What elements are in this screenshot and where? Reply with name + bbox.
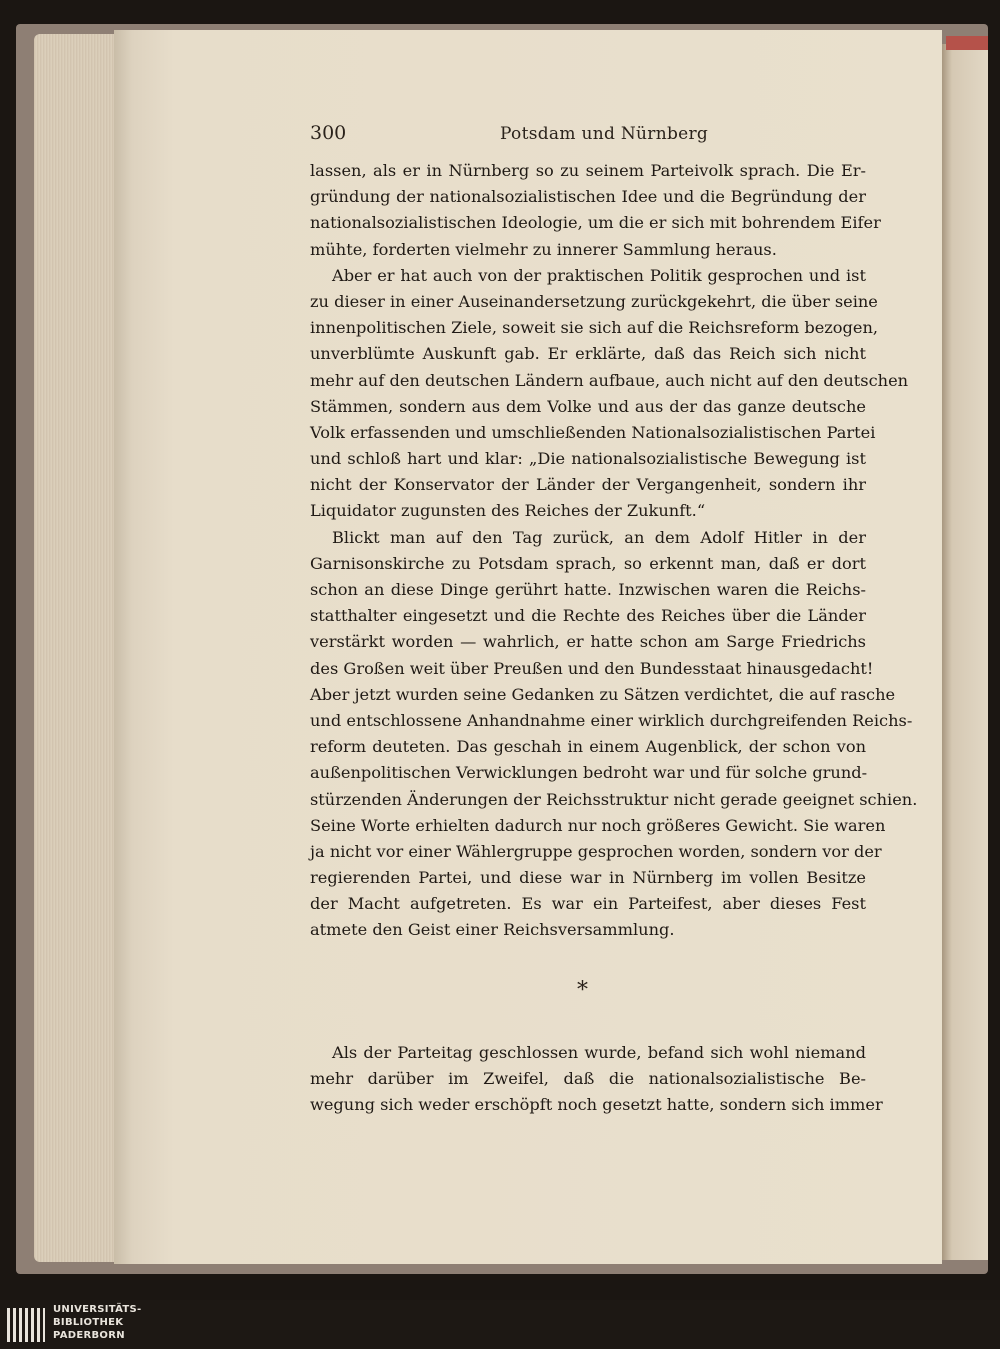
text-line: Blickt man auf den Tag zurück, an dem Adolf Hitler in der xyxy=(332,527,866,547)
text-line: Stämmen, sondern aus dem Volke und aus der das ganze deutsche xyxy=(310,396,866,416)
text-line: statthalter eingesetzt und die Rechte des Reiches über die Länder xyxy=(310,606,866,626)
text-line: Liquidator zugunsten des Reiches der Zukunft.“ xyxy=(310,501,706,521)
section-separator: * xyxy=(577,978,588,1003)
text-line: ja nicht vor einer Wählergruppe gesprochen worden, sondern vor der xyxy=(310,841,882,861)
text-line: mehr auf den deutschen Ländern aufbaue, auch nicht auf den deutschen xyxy=(310,370,909,390)
page-edges xyxy=(34,34,114,1262)
body-text xyxy=(310,158,918,944)
running-head: Potsdam und Nürnberg xyxy=(500,124,709,144)
spine-band xyxy=(946,36,988,50)
page-number: 300 xyxy=(310,122,347,144)
library-footer xyxy=(0,1300,1000,1349)
text-line: Seine Worte erhielten dadurch nur noch größeres Gewicht. Sie waren xyxy=(310,815,886,835)
text-line: schon an diese Dinge gerührt hatte. Inzwischen waren die Reichs- xyxy=(310,580,866,599)
body-text-continued xyxy=(310,1040,883,1119)
text-line: reform deuteten. Das geschah in einem Augenblick, der schon von xyxy=(310,737,866,757)
text-line: Als der Parteitag geschlossen wurde, befand sich wohl niemand xyxy=(332,1043,866,1062)
text-line: der Macht aufgetreten. Es war ein Parteifest, aber dieses Fest xyxy=(310,894,866,914)
text-line: innenpolitischen Ziele, soweit sie sich auf die Reichsreform bezogen, xyxy=(310,318,879,338)
text-line: nationalsozialistischen Ideologie, um die er sich mit bohrendem Eifer xyxy=(310,213,881,233)
text-line: lassen, als er in Nürnberg so zu seinem Parteivolk sprach. Die Er- xyxy=(310,161,866,180)
text-line: gründung der nationalsozialistischen Idee und die Begründung der xyxy=(310,187,866,207)
logo-line: BIBLIOTHEK xyxy=(53,1317,124,1328)
next-page-edge xyxy=(942,44,988,1260)
text-line: und schloß hart und klar: „Die nationalsozialistische Bewegung ist xyxy=(310,449,866,469)
text-line: Aber jetzt wurden seine Gedanken zu Sätzen verdichtet, die auf rasche xyxy=(310,684,896,704)
text-line: Aber er hat auch von der praktischen Politik gesprochen und ist xyxy=(332,265,866,285)
text-line: atmete den Geist einer Reichsversammlung. xyxy=(310,920,675,940)
text-line: zu dieser in einer Auseinandersetzung zurückgekehrt, die über seine xyxy=(310,291,878,311)
text-line: mehr darüber im Zweifel, daß die nationalsozialistische Be- xyxy=(310,1069,866,1089)
logo-line: PADERBORN xyxy=(53,1330,125,1341)
text-line: wegung sich weder erschöpft noch gesetzt hatte, sondern sich immer xyxy=(310,1095,883,1115)
text-line: mühte, forderten vielmehr zu innerer Sammlung heraus. xyxy=(310,239,777,259)
text-line: Garnisonskirche zu Potsdam sprach, so erkennt man, daß er dort xyxy=(310,553,866,573)
text-line: stürzenden Änderungen der Reichsstruktur nicht gerade geeignet schien. xyxy=(310,789,918,809)
text-line: des Großen weit über Preußen und den Bundesstaat hinausgedacht! xyxy=(310,658,874,678)
library-logo-icon xyxy=(6,1306,46,1344)
text-line: Volk erfassenden und umschließenden Nationalsozialistischen Partei xyxy=(310,422,876,442)
text-line: verstärkt worden — wahrlich, er hatte schon am Sarge Friedrichs xyxy=(310,632,866,652)
text-line: unverblümte Auskunft gab. Er erklärte, daß das Reich sich nicht xyxy=(310,344,866,364)
text-line: außenpolitischen Verwicklungen bedroht war und für solche grund- xyxy=(310,763,868,783)
text-line: und entschlossene Anhandnahme einer wirklich durchgreifenden Reichs- xyxy=(310,710,913,730)
text-line: nicht der Konservator der Länder der Vergangenheit, sondern ihr xyxy=(310,475,866,495)
text-line: regierenden Partei, und diese war in Nürnberg im vollen Besitze xyxy=(310,868,866,888)
logo-line: UNIVERSITÄTS- xyxy=(53,1304,142,1315)
library-logo-text xyxy=(53,1303,142,1342)
